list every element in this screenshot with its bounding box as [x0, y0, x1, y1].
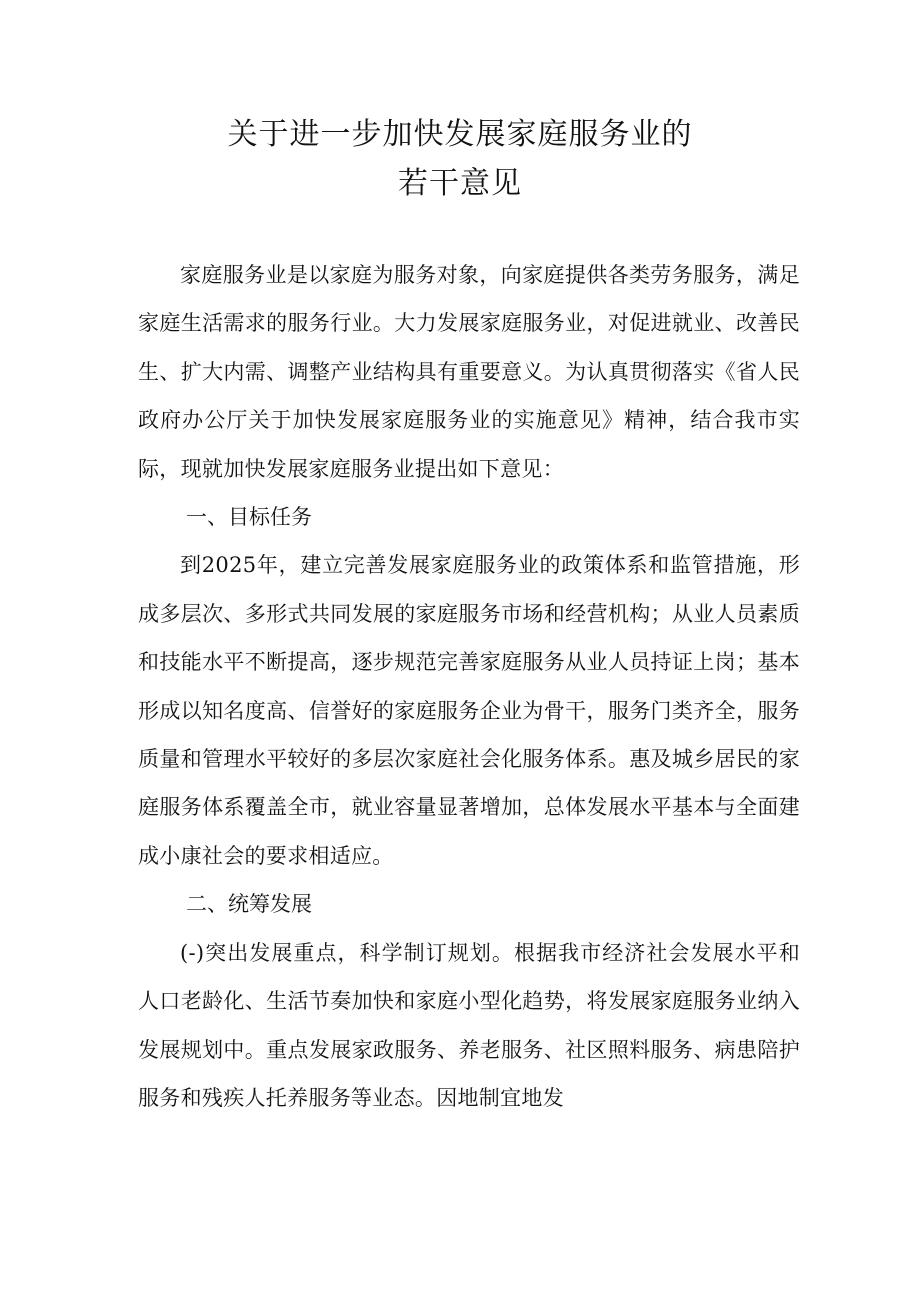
document-title-line-2: 若干意见: [398, 166, 522, 201]
document-title-line-1: 关于进一步加快发展家庭服务业的: [227, 117, 693, 152]
document-body: [138, 251, 800, 1122]
intro-paragraph: 家庭服务业是以家庭为服务对象，向家庭提供各类劳务服务，满足家庭生活需求的服务行业。大力发展家庭服务业，对促进就业、改善民生、扩大内需、调整产业结构具有重要意义。为认真贯彻落实《省人民政府办公厅关于加快发展家庭服务业的实施意见》精神，结合我市实际，现就加快发展家庭服务业提出如下意见：: [138, 263, 800, 481]
section-2-item-1-paragraph: (-)突出发展重点，科学制订规划。根据我市经济社会发展水平和人口老龄化、生活节奏加快和家庭小型化趋势，将发展家庭服务业纳入发展规划中。重点发展家政服务、养老服务、社区照料服务、病患陪护服务和残疾人托养服务等业态。因地制宜地发: [138, 940, 800, 1110]
section-2-heading: 二、统筹发展: [186, 892, 312, 917]
section-1-heading: 一、目标任务: [186, 505, 312, 530]
section-1-paragraph: 到2025年，建立完善发展家庭服务业的政策体系和监管措施，形成多层次、多形式共同发展的家庭服务市场和经营机构；从业人员素质和技能水平不断提高，逐步规范完善家庭服务从业人员持证上岗；基本形成以知名度高、信誉好的家庭服务企业为骨干，服务门类齐全，服务质量和管理水平较好的多层次家庭社会化服务体系。惠及城乡居民的家庭服务体系覆盖全市，就业容量显著增加，总体发展水平基本与全面建成小康社会的要求相适应。: [138, 553, 800, 868]
